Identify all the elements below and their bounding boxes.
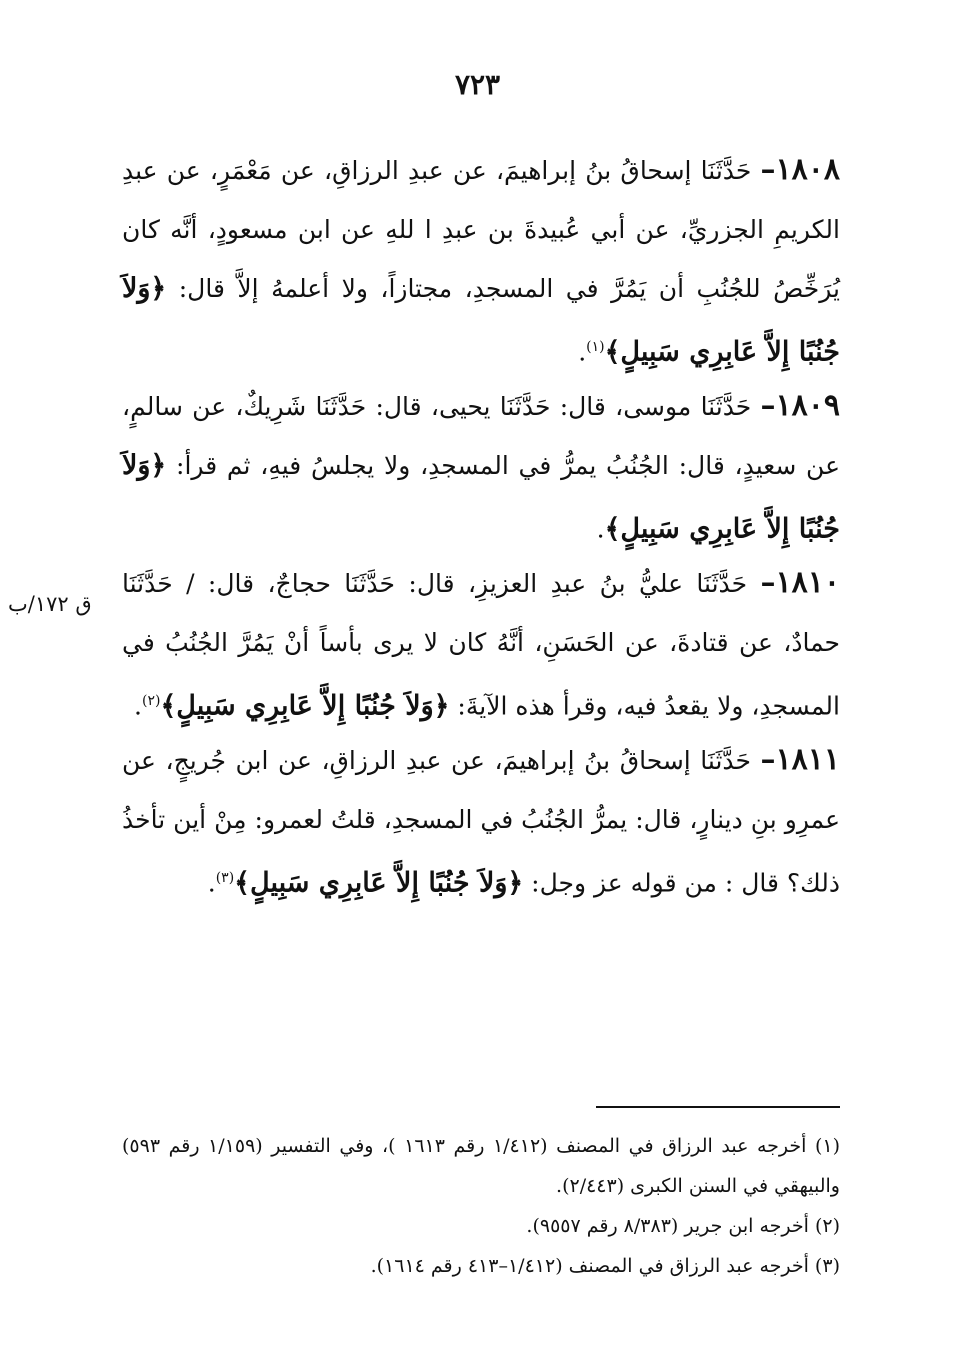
body-text	[122, 140, 840, 966]
quran-verse: ﴿وَلاَ جُنُبًا إِلاَّ عَابِرِي سَبِيلٍ﴾	[122, 450, 840, 545]
footnote-ref: (١)	[586, 339, 605, 355]
hadith-paragraph	[122, 140, 840, 376]
hadith-text: حَدَّثَنَا موسى، قال: حَدَّثَنَا يحيى، قال: حَدَّثَنَا شَرِيكٌ، عن سالمٍ، عن سعيدٍ، قال: الجُنُبُ يمرُّ في المسجدِ، ولا يجلسُ فيهِ، ثم قرأ:	[122, 392, 840, 480]
footnote-divider	[596, 1106, 840, 1108]
hadith-end: .	[134, 691, 142, 721]
footnote: (٣) أخرجه عبد الرزاق في المصنف (١/٤١٢–٤١٣ رقم ١٦١٤).	[370, 1255, 840, 1277]
manuscript-folio-note: ق ١٧٢/ب	[8, 592, 92, 616]
hadith-text: حَدَّثَنَا إسحاقُ بنُ إبراهيمَ، عن عبدِ الرزاقِ، عن ابن جُريجٍ، عن عمرِو بنِ دينارٍ، قال: يمرُّ الجُنُبُ في المسجدِ، قلتُ لعمرو: مِنْ أين تأخذُ ذلك؟ قال : من قوله عز وجل:	[122, 746, 840, 898]
hadith-text: حَدَّثَنَا إسحاقُ بنُ إبراهيمَ، عن عبدِ الرزاقِ، عن مَعْمَرٍ، عن عبدِ الكريمِ الجزريِّ، عن أبي عُبيدةَ بن عبدِ ا للهِ عن ابن مسعودٍ، أنَّه كان يُرَخِّصُ للجُنُبِ أن يَمُرَّ في المسجدِ، مجتازاً، ولا أعلمهُ إلاَّ قال:	[122, 156, 840, 303]
hadith-number: ١٨٠٩–	[760, 388, 840, 423]
hadith-end: .	[578, 337, 587, 367]
hadith-number: ١٨١٠–	[760, 565, 840, 600]
hadith-paragraph	[122, 553, 840, 730]
hadith-text: حَدَّثَنَا عليُّ بنُ عبدِ العزيزِ، قال: حَدَّثَنَا حجاجٌ، قال: / حَدَّثَنَا حمادٌ، عن قتادةَ، عن الحَسَنِ، أنَّهُ كان لا يرى بأساً أنْ يَمُرَّ الجُنُبُ في المسجدِ، ولا يقعدُ فيه، وقرأ هذه الآيةَ:	[122, 569, 840, 721]
page-number: ٧٢٣	[454, 68, 501, 101]
quran-verse: ﴿وَلاَ جُنُبًا إِلاَّ عَابِرِي سَبِيلٍ﴾	[160, 690, 450, 722]
footnotes	[122, 1126, 840, 1286]
hadith-paragraph	[122, 376, 840, 553]
footnote: (١) أخرجه عبد الرزاق في المصنف (١/٤١٢ رقم ١٦١٣ )، وفي التفسير (١/١٥٩ رقم ٥٩٣) والبيهقي في السنن الكبرى (٢/٤٤٣).	[122, 1135, 840, 1197]
quran-verse: ﴿وَلاَ جُنُبًا إِلاَّ عَابِرِي سَبِيلٍ﴾	[234, 867, 524, 899]
hadith-end: .	[207, 868, 216, 898]
hadith-end: .	[596, 514, 605, 544]
hadith-paragraph	[122, 730, 840, 966]
hadith-number: ١٨٠٨–	[760, 152, 840, 187]
hadith-number: ١٨١١–	[760, 742, 840, 777]
footnote: (٢) أخرجه ابن جرير (٨/٣٨٣ رقم ٩٥٥٧).	[526, 1215, 840, 1237]
footnote-ref: (٣)	[215, 870, 235, 886]
quran-verse: ﴿وَلاَ جُنُبًا إِلاَّ عَابِرِي سَبِيلٍ﴾	[122, 273, 840, 368]
footnote-ref: (٢)	[141, 693, 161, 709]
